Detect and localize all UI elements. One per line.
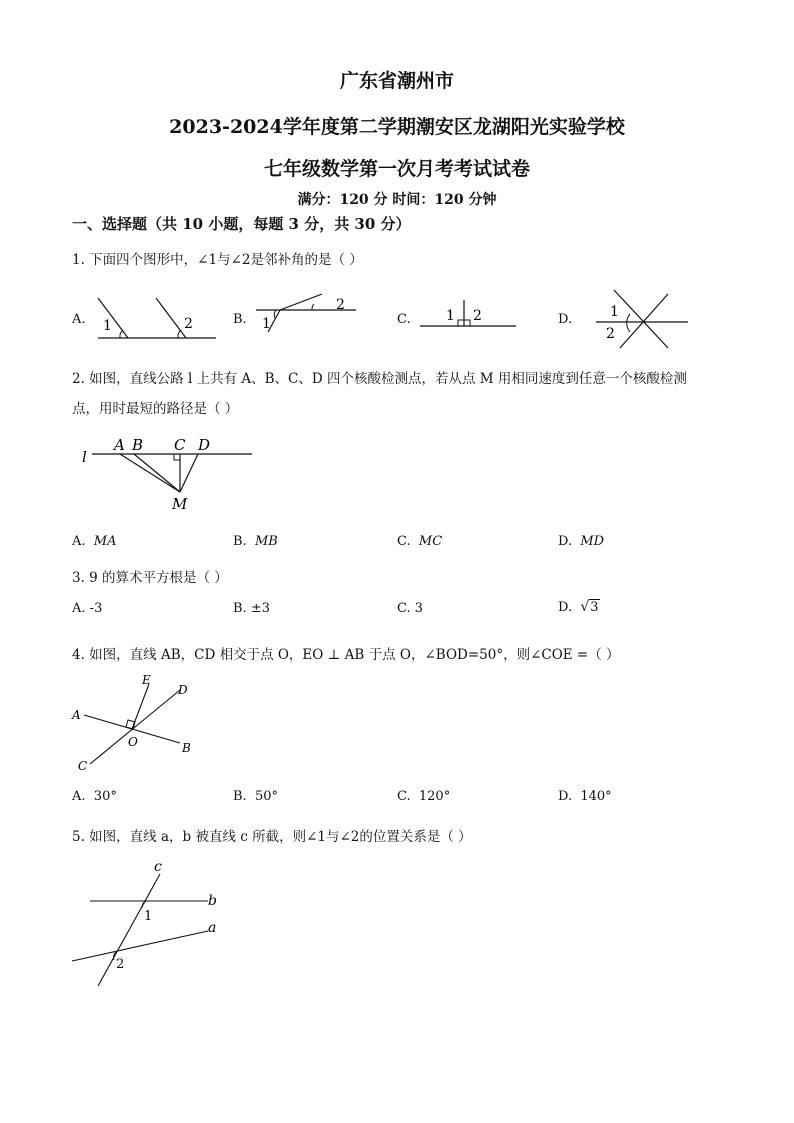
q4-option-a-letter: A. <box>72 789 86 804</box>
question-3-text: 3. 9 的算术平方根是（ ） <box>72 570 228 586</box>
q2-option-d-value: MD <box>580 534 605 549</box>
q3-option-c-letter: C. <box>397 601 411 616</box>
q3-option-a <box>72 601 102 616</box>
q4-option-a-value: 30° <box>93 789 117 804</box>
q5-label-a: a <box>208 920 217 936</box>
q3-option-b <box>233 601 270 616</box>
q2-option-a-value: MA <box>93 534 117 549</box>
q3-option-a-letter: A. <box>72 601 86 616</box>
exam-meta: 满分：120 分 时间：120 分钟 <box>297 192 497 208</box>
q2-option-c-letter: C. <box>397 534 411 549</box>
q2-option-b-letter: B. <box>233 534 247 549</box>
q4-option-d <box>558 789 612 804</box>
question-2-text-line1: 2. 如图，直线公路 l 上共有 A、B、C、D 四个核酸检测点，若从点 M 用相同速度到任意一个核酸检测 <box>72 371 687 387</box>
q3-option-d-value: 3 <box>590 600 599 615</box>
q5-label-1: 1 <box>144 909 153 924</box>
q4-option-b-value: 50° <box>254 789 278 804</box>
q1a-label-1: 1 <box>103 318 112 334</box>
q4-label-O: O <box>128 735 138 749</box>
question-2-text-line2: 点，用时最短的路径是（ ） <box>72 401 239 417</box>
q1c-label-2: 2 <box>473 308 482 324</box>
q2-label-C: C <box>174 436 186 454</box>
q4-figure <box>68 672 202 776</box>
q1a-label-2: 2 <box>184 316 193 332</box>
q2-option-b-value: MB <box>254 534 278 549</box>
section-heading: 一、选择题（共 10 小题，每题 3 分，共 30 分） <box>72 215 411 233</box>
q5-figure <box>66 854 232 994</box>
q3-option-a-value: -3 <box>89 601 103 616</box>
question-5-text: 5. 如图，直线 a，b 被直线 c 所截，则∠1与∠2的位置关系是（ ） <box>72 829 472 845</box>
q1-option-a-letter: A. <box>72 312 86 327</box>
q4-option-b-letter: B. <box>233 789 247 804</box>
q2-label-A: A <box>114 436 125 454</box>
q4-label-B: B <box>182 741 191 755</box>
q2-option-a-letter: A. <box>72 534 86 549</box>
q5-label-2: 2 <box>116 957 125 972</box>
q4-label-C: C <box>78 759 88 773</box>
sqrt-radical-icon: √ <box>580 599 590 615</box>
q2-label-D: D <box>198 436 211 454</box>
q1b-label-1: 1 <box>262 316 271 332</box>
q2-option-c-value: MC <box>418 534 443 549</box>
q2-option-c <box>397 534 442 549</box>
q4-label-E: E <box>142 673 151 687</box>
q1d-label-2: 2 <box>606 326 615 342</box>
q4-option-d-value: 140° <box>580 789 612 804</box>
q5-label-c: c <box>154 859 162 875</box>
q5-label-b: b <box>208 893 217 909</box>
q4-option-c-value: 120° <box>418 789 451 804</box>
q2-label-M: M <box>172 495 188 513</box>
q2-label-B: B <box>132 436 144 454</box>
q1d-label-1: 1 <box>610 304 619 320</box>
exam-paper-title: 七年级数学第一次月考考试试卷 <box>263 158 530 180</box>
q4-option-b <box>233 789 278 804</box>
q3-option-c-value: 3 <box>414 601 424 616</box>
q1b-label-2: 2 <box>336 297 345 313</box>
q2-option-b <box>233 534 278 549</box>
q3-option-b-letter: B. <box>233 601 247 616</box>
q1-figure-c <box>418 296 518 342</box>
q3-option-d <box>558 599 600 615</box>
q1-option-c-letter: C. <box>397 312 411 327</box>
exam-school-title: 2023-2024学年度第二学期潮安区龙湖阳光实验学校 <box>169 116 625 138</box>
q1-figure-d <box>580 286 692 352</box>
q1-option-b-letter: B. <box>233 312 247 327</box>
q3-option-b-value: ±3 <box>250 601 270 616</box>
q2-option-d <box>558 534 604 549</box>
q4-option-d-letter: D. <box>558 789 573 804</box>
question-4-text: 4. 如图，直线 AB，CD 相交于点 O，EO ⊥ AB 于点 O，∠BOD=50°，则∠COE =（ ） <box>72 647 620 663</box>
q2-label-l: l <box>82 448 87 466</box>
q1-figure-b <box>252 290 362 340</box>
q2-option-a <box>72 534 117 549</box>
q3-option-c <box>397 601 423 616</box>
q4-option-c <box>397 789 450 804</box>
q1c-label-1: 1 <box>446 308 455 324</box>
q2-figure <box>76 432 266 514</box>
exam-region-title: 广东省潮州市 <box>339 70 454 92</box>
q4-option-a <box>72 789 117 804</box>
q4-label-D: D <box>178 683 188 697</box>
q3-option-d-letter: D. <box>558 600 573 615</box>
q4-label-A: A <box>72 708 81 722</box>
q1-figure-a <box>90 292 230 342</box>
q2-option-d-letter: D. <box>558 534 573 549</box>
question-1-text: 1. 下面四个图形中，∠1与∠2是邻补角的是（ ） <box>72 252 363 268</box>
q4-option-c-letter: C. <box>397 789 411 804</box>
q1-option-d-letter: D. <box>558 312 573 327</box>
